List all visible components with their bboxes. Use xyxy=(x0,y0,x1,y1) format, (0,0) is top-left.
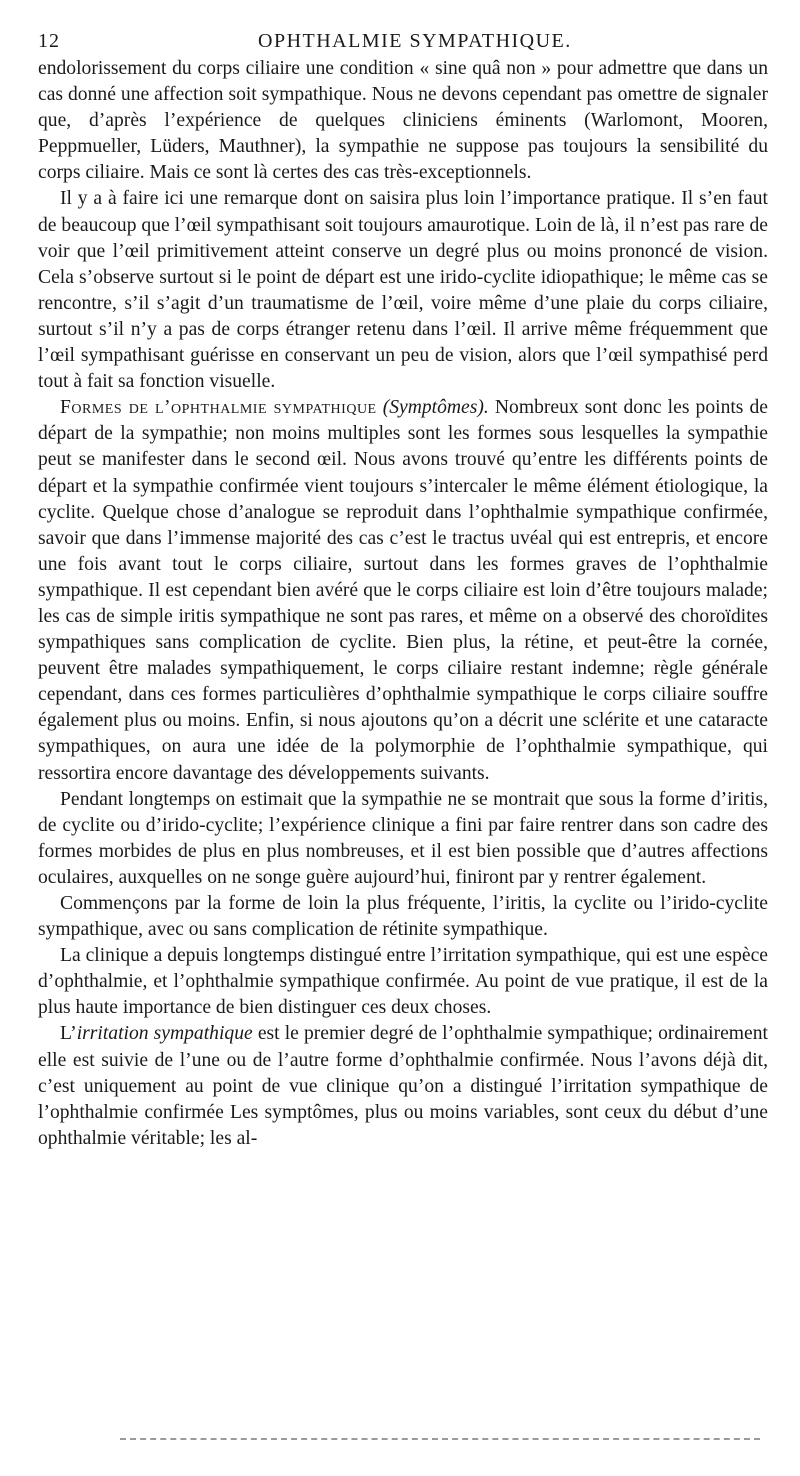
paragraph-clinical-distinction: La clinique a depuis longtemps distingué entre l’irritation sympathique, qui est une espèce d’ophthalmie, et l’ophthalmie sympathique confirmée. Au point de vue pratique, il est de la plus haute importance de bien distinguer ces deux choses. xyxy=(38,945,768,1019)
paragraph-forms-symptoms xyxy=(38,395,768,786)
footer-rule xyxy=(120,1438,760,1440)
paragraph-iritis: Commençons par la forme de loin la plus fréquente, l’iritis, la cyclite ou l’irido-cyclite sympathique, avec ou sans complication de rétinite sympathique. xyxy=(38,893,768,941)
term-italic: irritation sympathique xyxy=(76,1023,253,1045)
paragraph-text: Nombreux sont donc les points de départ de la sympathie; non moins multiples sont les formes sous lesquelles la sympathie peut se manifester dans le second œil. Nous avons trouvé qu’entre les différents points de départ et la sympathie confirmée vient toujours s’intercaler le même élément étiologique, la cyclite. Quelque chose d’analogue se reproduit dans l’ophthalmie sympathique confirmée, savoir que dans l’immense majorité des cas c’est le tractus uvéal qui est entrepris, et encore une fois avant tout le corps ciliaire, surtout dans les formes graves de l’ophthalmie sympathique. Il est cependant bien avéré que le corps ciliaire est loin d’être toujours malade; les cas de simple iritis sympathique ne sont pas rares, et même on a observé des choroïdites sympathiques sans complication de cyclite. Bien plus, la rétine, et peut-être la cornée, peuvent être malades sympathiquement, le corps ciliaire restant indemne; règle générale cependant, dans ces formes particulières d’ophthalmie sympathique le corps ciliaire souffre également plus ou moins. Enfin, si nous ajoutons qu’on a décrit une sclérite et une cataracte sympathiques, on aura une idée de la polymorphie de l’ophthalmie sympathique, qui ressortira encore davantage des développements suivants. xyxy=(38,397,769,784)
paragraph-text: est le premier degré de l’ophthalmie sympathique; ordinairement elle est suivie de l’une ou de l’autre forme d’ophthalmie confirmée. Nous l’avons déjà dit, c’est uniquement au point de vue clinique qu’on a distingué l’irritation sympathique de l’ophthalmie confirmée Les symptômes, plus ou moins variables, sont ceux du début d’une ophthalmie véritable; les al- xyxy=(38,1023,768,1149)
paragraph-lead: L’ xyxy=(60,1023,77,1045)
body-text xyxy=(38,56,768,1152)
paragraph-irritation xyxy=(38,1021,768,1151)
paragraph-continuation: endolorissement du corps ciliaire une condition « sine quâ non » pour admettre que dans un cas donné une affection soit sympathique. Nous ne devons cependant pas omettre de signaler que, d’après l’expérience de quelques cliniciens éminents (Warlomont, Mooren, Peppmueller, Lüders, Mauthner), la sympathie ne suppose pas toujours la sensibilité du corps ciliaire. Mais ce sont là certes des cas très-exceptionnels. xyxy=(38,58,768,184)
page-number: 12 xyxy=(38,30,60,52)
page-header xyxy=(38,30,768,54)
paragraph-amaurosis-remark: Il y a à faire ici une remarque dont on saisira plus loin l’importance pratique. Il s’en faut de beaucoup que l’œil sympathisant soit toujours amaurotique. Loin de là, il n’est pas rare de voir que l’œil primitivement atteint conserve un degré plus ou moins prononcé de vision. Cela s’observe surtout si le point de départ est une irido-cyclite idiopathique; le même cas se rencontre, s’il s’agit d’un traumatisme de l’œil, voire même d’une plaie du corps ciliaire, surtout s’il n’y a pas de corps étranger retenu dans l’œil. Il arrive même fréquemment que l’œil sympathisant guérisse en conservant un peu de vision, alors que l’œil sympathisé perd tout à fait sa fonction visuelle. xyxy=(38,188,768,393)
section-heading: Formes de l’ophthalmie sympathique xyxy=(60,397,377,419)
running-title: OPHTHALMIE SYMPATHIQUE. xyxy=(258,30,572,52)
section-heading-italic: (Symptômes). xyxy=(382,397,489,419)
paragraph-history: Pendant longtemps on estimait que la sympathie ne se montrait que sous la forme d’iritis, de cyclite ou d’irido-cyclite; l’expérience clinique a fini par faire rentrer dans son cadre des formes morbides de plus en plus nombreuses, et il est bien possible que d’autres affections oculaires, auxquelles on ne songe guère aujourd’hui, finiront par y rentrer également. xyxy=(38,788,768,888)
book-page xyxy=(38,30,768,1152)
